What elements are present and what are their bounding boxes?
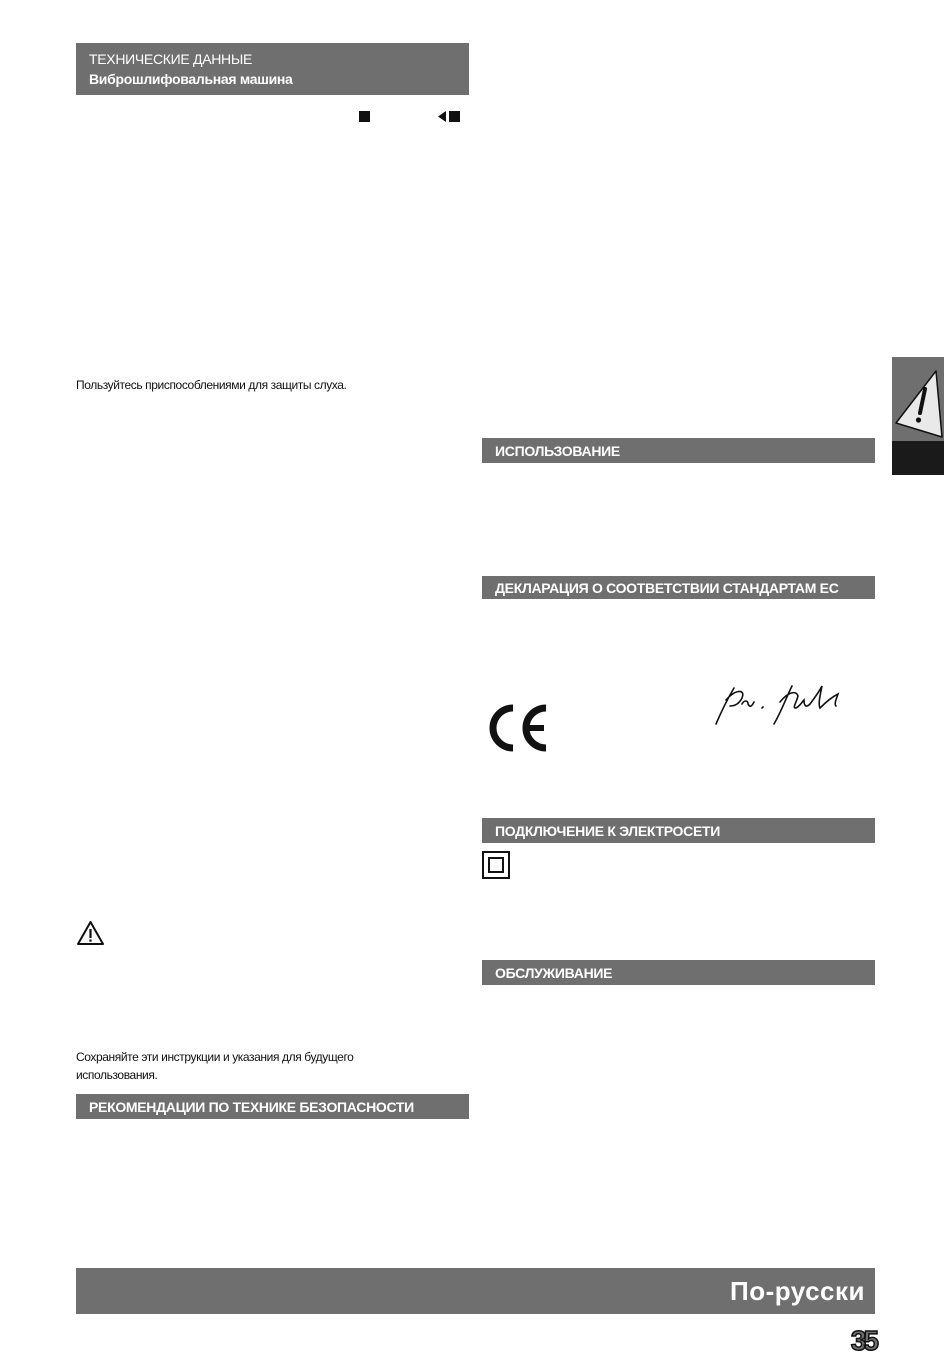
safety-header: РЕКОМЕНДАЦИИ ПО ТЕХНИКЕ БЕЗОПАСНОСТИ bbox=[76, 1094, 469, 1119]
electrical-header: ПОДКЛЮЧЕНИЕ К ЭЛЕКТРОСЕТИ bbox=[482, 818, 875, 843]
declaration-header: ДЕКЛАРАЦИЯ О СООТВЕТСТВИИ СТАНДАРТАМ ЕС bbox=[482, 576, 875, 599]
double-insulation-icon bbox=[482, 851, 510, 879]
maintenance-header: ОБСЛУЖИВАНИЕ bbox=[482, 960, 875, 985]
signature-image bbox=[712, 680, 847, 728]
warning-triangle-icon bbox=[76, 920, 105, 946]
ce-mark-icon bbox=[486, 704, 550, 752]
hearing-protection-note: Пользуйтесь приспособлениями для защиты слуха. bbox=[76, 378, 347, 392]
tech-data-title: ТЕХНИЧЕСКИЕ ДАННЫЕ bbox=[89, 51, 252, 67]
warning-exclamation-icon bbox=[892, 357, 944, 441]
usage-header: ИСПОЛЬЗОВАНИЕ bbox=[482, 438, 875, 463]
save-instructions-note: Сохраняйте эти инструкции и указания для будущего использования. bbox=[76, 1050, 354, 1082]
page-number: 35 bbox=[850, 1325, 876, 1356]
side-warning-tab bbox=[892, 357, 944, 475]
footer-language-label: По-русски bbox=[730, 1276, 865, 1306]
tech-data-header bbox=[76, 43, 469, 95]
footer-language-bar bbox=[76, 1268, 875, 1314]
square-icon bbox=[359, 111, 370, 122]
arrow-square-icon bbox=[438, 111, 465, 122]
tech-data-subtitle: Виброшлифовальная машина bbox=[89, 71, 293, 87]
